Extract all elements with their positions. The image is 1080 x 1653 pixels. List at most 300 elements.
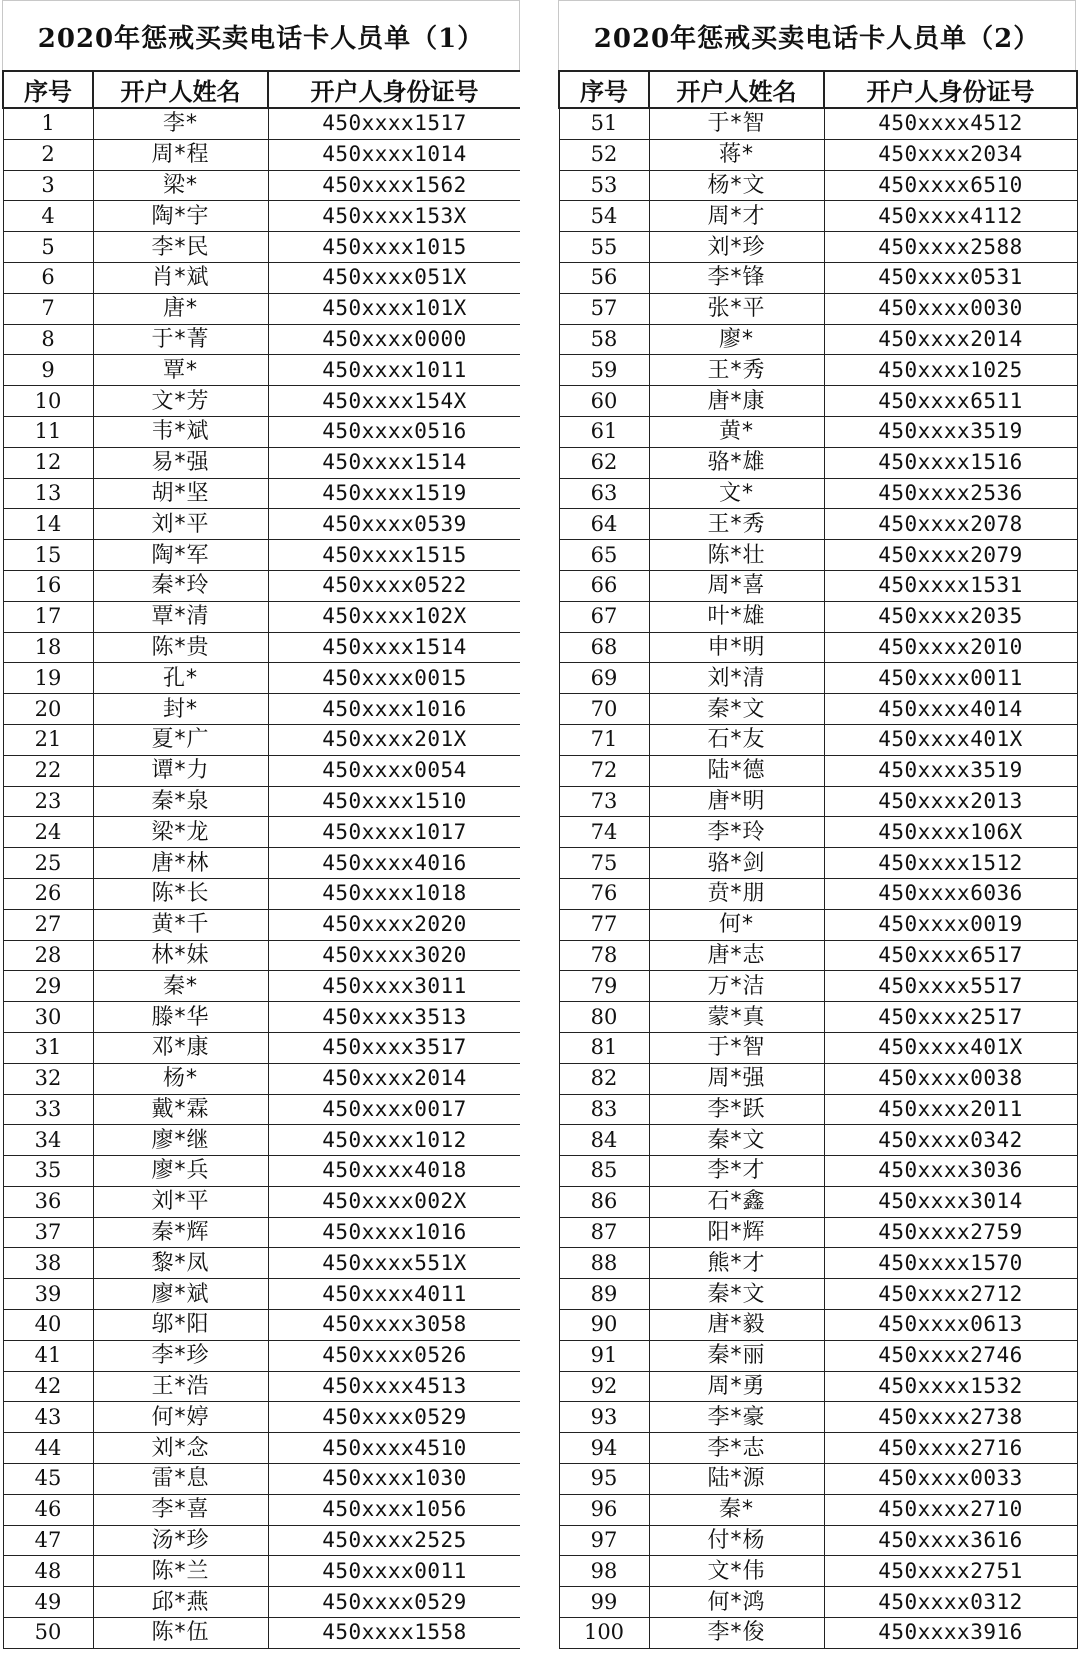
cell-holder-name: 李*豪	[649, 1402, 824, 1433]
table-row	[3, 232, 521, 263]
table-row	[559, 201, 1077, 232]
cell-id-number: 450xxxx0539	[268, 509, 521, 540]
cell-holder-name: 骆*雄	[649, 447, 824, 478]
cell-holder-name: 熊*才	[649, 1248, 824, 1279]
cell-holder-name: 陶*宇	[93, 201, 268, 232]
table-row	[3, 1402, 521, 1433]
cell-serial: 94	[559, 1433, 649, 1464]
cell-id-number: 450xxxx3513	[268, 1002, 521, 1033]
cell-holder-name: 梁*	[93, 170, 268, 201]
table-row	[559, 909, 1077, 940]
cell-id-number: 450xxxx0030	[824, 293, 1077, 324]
cell-holder-name: 何*婷	[93, 1402, 268, 1433]
cell-id-number: 450xxxx0613	[824, 1310, 1077, 1341]
cell-id-number: 450xxxx1510	[268, 786, 521, 817]
table-row	[3, 971, 521, 1002]
cell-id-number: 450xxxx2014	[268, 1063, 521, 1094]
cell-id-number: 450xxxx2011	[824, 1094, 1077, 1125]
table-row	[559, 601, 1077, 632]
table-row	[3, 1186, 521, 1217]
cell-holder-name: 李*锋	[649, 262, 824, 293]
cell-holder-name: 蒙*真	[649, 1002, 824, 1033]
cell-holder-name: 秦*丽	[649, 1340, 824, 1371]
cell-serial: 6	[3, 262, 93, 293]
table-row	[3, 786, 521, 817]
cell-id-number: 450xxxx1025	[824, 355, 1077, 386]
cell-holder-name: 覃*清	[93, 601, 268, 632]
table-row	[559, 1032, 1077, 1063]
cell-holder-name: 李*喜	[93, 1494, 268, 1525]
table-row	[559, 1248, 1077, 1279]
cell-serial: 65	[559, 540, 649, 571]
cell-id-number: 450xxxx1514	[268, 632, 521, 663]
cell-holder-name: 李*俊	[649, 1618, 824, 1649]
cell-serial: 84	[559, 1125, 649, 1156]
cell-id-number: 450xxxx3519	[824, 755, 1077, 786]
cell-id-number: 450xxxx0529	[268, 1587, 521, 1618]
table-row	[3, 1125, 521, 1156]
cell-holder-name: 刘*平	[93, 509, 268, 540]
cell-id-number: 450xxxx1512	[824, 848, 1077, 879]
cell-serial: 77	[559, 909, 649, 940]
cell-serial: 55	[559, 232, 649, 263]
cell-holder-name: 文*伟	[649, 1556, 824, 1587]
cell-id-number: 450xxxx4018	[268, 1156, 521, 1187]
cell-holder-name: 秦*文	[649, 1125, 824, 1156]
cell-serial: 2	[3, 139, 93, 170]
cell-serial: 72	[559, 755, 649, 786]
table-row	[559, 632, 1077, 663]
cell-serial: 48	[3, 1556, 93, 1587]
cell-holder-name: 秦*文	[649, 1279, 824, 1310]
cell-serial: 99	[559, 1587, 649, 1618]
cell-holder-name: 汤*珍	[93, 1525, 268, 1556]
cell-serial: 23	[3, 786, 93, 817]
table-row	[559, 170, 1077, 201]
table-row	[3, 447, 521, 478]
table-row	[3, 724, 521, 755]
cell-holder-name: 于*智	[649, 108, 824, 139]
table-row	[559, 663, 1077, 694]
cell-id-number: 450xxxx153X	[268, 201, 521, 232]
table-row	[559, 940, 1077, 971]
cell-id-number: 450xxxx4512	[824, 108, 1077, 139]
cell-holder-name: 蒋*	[649, 139, 824, 170]
cell-holder-name: 秦*辉	[93, 1217, 268, 1248]
cell-holder-name: 唐*林	[93, 848, 268, 879]
cell-id-number: 450xxxx3916	[824, 1618, 1077, 1649]
cell-serial: 43	[3, 1402, 93, 1433]
cell-serial: 75	[559, 848, 649, 879]
cell-holder-name: 李*珍	[93, 1340, 268, 1371]
cell-id-number: 450xxxx1011	[268, 355, 521, 386]
cell-serial: 42	[3, 1371, 93, 1402]
cell-serial: 30	[3, 1002, 93, 1033]
cell-serial: 3	[3, 170, 93, 201]
cell-holder-name: 何*	[649, 909, 824, 940]
cell-holder-name: 陈*长	[93, 878, 268, 909]
cell-holder-name: 周*勇	[649, 1371, 824, 1402]
cell-id-number: 450xxxx1558	[268, 1618, 521, 1649]
cell-id-number: 450xxxx1519	[268, 478, 521, 509]
cell-serial: 5	[3, 232, 93, 263]
cell-id-number: 450xxxx2078	[824, 509, 1077, 540]
table-row	[559, 755, 1077, 786]
cell-id-number: 450xxxx2759	[824, 1217, 1077, 1248]
cell-holder-name: 骆*剑	[649, 848, 824, 879]
cell-id-number: 450xxxx154X	[268, 386, 521, 417]
cell-serial: 64	[559, 509, 649, 540]
cell-holder-name: 周*强	[649, 1063, 824, 1094]
cell-holder-name: 易*强	[93, 447, 268, 478]
cell-holder-name: 李*玲	[649, 817, 824, 848]
cell-id-number: 450xxxx2746	[824, 1340, 1077, 1371]
table-row	[559, 1279, 1077, 1310]
table-row	[3, 1525, 521, 1556]
cell-holder-name: 秦*玲	[93, 570, 268, 601]
sheet-title: 2020年惩戒买卖电话卡人员单（1）	[2, 0, 520, 70]
header-serial: 序号	[559, 71, 649, 108]
cell-holder-name: 刘*珍	[649, 232, 824, 263]
cell-id-number: 450xxxx4513	[268, 1371, 521, 1402]
table-row	[3, 570, 521, 601]
cell-serial: 100	[559, 1618, 649, 1649]
cell-holder-name: 孔*	[93, 663, 268, 694]
table-row	[559, 478, 1077, 509]
cell-serial: 98	[559, 1556, 649, 1587]
cell-id-number: 450xxxx2738	[824, 1402, 1077, 1433]
cell-id-number: 450xxxx0011	[824, 663, 1077, 694]
cell-holder-name: 李*	[93, 108, 268, 139]
cell-holder-name: 唐*	[93, 293, 268, 324]
table-row	[559, 232, 1077, 263]
cell-serial: 37	[3, 1217, 93, 1248]
table-row	[3, 601, 521, 632]
cell-holder-name: 刘*念	[93, 1433, 268, 1464]
list-sheet-2	[558, 0, 1076, 1649]
cell-id-number: 450xxxx1517	[268, 108, 521, 139]
cell-serial: 38	[3, 1248, 93, 1279]
cell-id-number: 450xxxx1531	[824, 570, 1077, 601]
cell-id-number: 450xxxx0516	[268, 416, 521, 447]
cell-id-number: 450xxxx2034	[824, 139, 1077, 170]
cell-serial: 28	[3, 940, 93, 971]
table-row	[559, 694, 1077, 725]
cell-serial: 96	[559, 1494, 649, 1525]
cell-id-number: 450xxxx0033	[824, 1464, 1077, 1495]
cell-holder-name: 封*	[93, 694, 268, 725]
cell-serial: 63	[559, 478, 649, 509]
cell-id-number: 450xxxx0011	[268, 1556, 521, 1587]
cell-serial: 47	[3, 1525, 93, 1556]
cell-id-number: 450xxxx1016	[268, 1217, 521, 1248]
table-row	[3, 386, 521, 417]
cell-id-number: 450xxxx2517	[824, 1002, 1077, 1033]
cell-holder-name: 文*	[649, 478, 824, 509]
cell-serial: 78	[559, 940, 649, 971]
cell-holder-name: 张*平	[649, 293, 824, 324]
cell-id-number: 450xxxx2751	[824, 1556, 1077, 1587]
table-row	[559, 1402, 1077, 1433]
cell-serial: 90	[559, 1310, 649, 1341]
cell-holder-name: 何*鸿	[649, 1587, 824, 1618]
table-row	[3, 1094, 521, 1125]
cell-serial: 60	[559, 386, 649, 417]
table-row	[559, 1464, 1077, 1495]
cell-id-number: 450xxxx6036	[824, 878, 1077, 909]
table-row	[559, 1217, 1077, 1248]
cell-holder-name: 于*菁	[93, 324, 268, 355]
cell-id-number: 450xxxx4510	[268, 1433, 521, 1464]
table-row	[3, 1032, 521, 1063]
cell-id-number: 450xxxx6510	[824, 170, 1077, 201]
cell-id-number: 450xxxx2079	[824, 540, 1077, 571]
cell-serial: 14	[3, 509, 93, 540]
cell-id-number: 450xxxx3011	[268, 971, 521, 1002]
cell-id-number: 450xxxx1017	[268, 817, 521, 848]
cell-holder-name: 王*秀	[649, 509, 824, 540]
cell-id-number: 450xxxx4014	[824, 694, 1077, 725]
cell-serial: 81	[559, 1032, 649, 1063]
table-row	[559, 1494, 1077, 1525]
cell-id-number: 450xxxx0531	[824, 262, 1077, 293]
cell-id-number: 450xxxx1015	[268, 232, 521, 263]
table-row	[3, 108, 521, 139]
table-row	[3, 540, 521, 571]
cell-serial: 92	[559, 1371, 649, 1402]
cell-serial: 24	[3, 817, 93, 848]
cell-id-number: 450xxxx102X	[268, 601, 521, 632]
cell-serial: 73	[559, 786, 649, 817]
table-row	[3, 201, 521, 232]
cell-id-number: 450xxxx2035	[824, 601, 1077, 632]
table-row	[3, 1433, 521, 1464]
cell-id-number: 450xxxx1516	[824, 447, 1077, 478]
cell-serial: 49	[3, 1587, 93, 1618]
cell-serial: 79	[559, 971, 649, 1002]
cell-id-number: 450xxxx0526	[268, 1340, 521, 1371]
cell-id-number: 450xxxx0312	[824, 1587, 1077, 1618]
table-row	[3, 848, 521, 879]
table-row	[559, 878, 1077, 909]
cell-serial: 36	[3, 1186, 93, 1217]
cell-serial: 41	[3, 1340, 93, 1371]
table-row	[559, 1433, 1077, 1464]
cell-serial: 16	[3, 570, 93, 601]
table-row	[559, 1371, 1077, 1402]
cell-holder-name: 戴*霖	[93, 1094, 268, 1125]
cell-holder-name: 滕*华	[93, 1002, 268, 1033]
cell-holder-name: 陶*军	[93, 540, 268, 571]
cell-serial: 25	[3, 848, 93, 879]
cell-id-number: 450xxxx6517	[824, 940, 1077, 971]
table-row	[3, 663, 521, 694]
cell-serial: 62	[559, 447, 649, 478]
table-row	[559, 1310, 1077, 1341]
cell-id-number: 450xxxx2010	[824, 632, 1077, 663]
cell-serial: 53	[559, 170, 649, 201]
table-row	[3, 1371, 521, 1402]
cell-holder-name: 唐*康	[649, 386, 824, 417]
cell-id-number: 450xxxx5517	[824, 971, 1077, 1002]
table-row	[3, 1340, 521, 1371]
header-id-number: 开户人身份证号	[824, 71, 1077, 108]
table-row	[559, 262, 1077, 293]
cell-serial: 80	[559, 1002, 649, 1033]
cell-id-number: 450xxxx0015	[268, 663, 521, 694]
table-row	[3, 878, 521, 909]
table-row	[559, 971, 1077, 1002]
table-row	[3, 416, 521, 447]
cell-holder-name: 秦*	[93, 971, 268, 1002]
header-name: 开户人姓名	[649, 71, 824, 108]
cell-serial: 7	[3, 293, 93, 324]
cell-holder-name: 万*洁	[649, 971, 824, 1002]
cell-holder-name: 杨*	[93, 1063, 268, 1094]
cell-holder-name: 黄*	[649, 416, 824, 447]
table-row	[559, 1587, 1077, 1618]
cell-id-number: 450xxxx2020	[268, 909, 521, 940]
table-row	[3, 632, 521, 663]
cell-serial: 27	[3, 909, 93, 940]
cell-id-number: 450xxxx106X	[824, 817, 1077, 848]
table-row	[3, 694, 521, 725]
table-row	[559, 724, 1077, 755]
table-row	[559, 509, 1077, 540]
cell-holder-name: 秦*	[649, 1494, 824, 1525]
table-row	[3, 909, 521, 940]
cell-serial: 76	[559, 878, 649, 909]
cell-serial: 26	[3, 878, 93, 909]
cell-serial: 32	[3, 1063, 93, 1094]
cell-id-number: 450xxxx2588	[824, 232, 1077, 263]
table-row	[3, 293, 521, 324]
cell-holder-name: 文*芳	[93, 386, 268, 417]
cell-holder-name: 付*杨	[649, 1525, 824, 1556]
cell-id-number: 450xxxx3517	[268, 1032, 521, 1063]
cell-serial: 93	[559, 1402, 649, 1433]
cell-serial: 59	[559, 355, 649, 386]
cell-serial: 40	[3, 1310, 93, 1341]
cell-serial: 9	[3, 355, 93, 386]
cell-holder-name: 邬*阳	[93, 1310, 268, 1341]
cell-id-number: 450xxxx3519	[824, 416, 1077, 447]
cell-serial: 88	[559, 1248, 649, 1279]
cell-serial: 1	[3, 108, 93, 139]
cell-holder-name: 刘*平	[93, 1186, 268, 1217]
cell-holder-name: 唐*明	[649, 786, 824, 817]
table-row	[3, 1556, 521, 1587]
table-row	[559, 324, 1077, 355]
table-row	[559, 108, 1077, 139]
table-row	[3, 1464, 521, 1495]
table-row	[3, 355, 521, 386]
cell-id-number: 450xxxx2710	[824, 1494, 1077, 1525]
cell-id-number: 450xxxx4112	[824, 201, 1077, 232]
table-row	[3, 817, 521, 848]
cell-serial: 20	[3, 694, 93, 725]
cell-holder-name: 黄*千	[93, 909, 268, 940]
cell-id-number: 450xxxx3020	[268, 940, 521, 971]
cell-serial: 39	[3, 1279, 93, 1310]
header-id-number: 开户人身份证号	[268, 71, 521, 108]
cell-id-number: 450xxxx1030	[268, 1464, 521, 1495]
table-row	[559, 355, 1077, 386]
cell-serial: 61	[559, 416, 649, 447]
cell-serial: 82	[559, 1063, 649, 1094]
table-row	[559, 1340, 1077, 1371]
cell-serial: 71	[559, 724, 649, 755]
cell-serial: 12	[3, 447, 93, 478]
cell-serial: 74	[559, 817, 649, 848]
cell-serial: 69	[559, 663, 649, 694]
table-row	[559, 1063, 1077, 1094]
table-row	[3, 1587, 521, 1618]
cell-serial: 58	[559, 324, 649, 355]
cell-holder-name: 秦*文	[649, 694, 824, 725]
cell-id-number: 450xxxx0017	[268, 1094, 521, 1125]
cell-serial: 29	[3, 971, 93, 1002]
table-row	[3, 1063, 521, 1094]
table-row	[559, 416, 1077, 447]
cell-holder-name: 陈*壮	[649, 540, 824, 571]
cell-holder-name: 廖*	[649, 324, 824, 355]
cell-serial: 67	[559, 601, 649, 632]
cell-holder-name: 贲*朋	[649, 878, 824, 909]
cell-holder-name: 叶*雄	[649, 601, 824, 632]
cell-serial: 46	[3, 1494, 93, 1525]
cell-holder-name: 刘*清	[649, 663, 824, 694]
table-row	[559, 1125, 1077, 1156]
cell-serial: 22	[3, 755, 93, 786]
header-serial: 序号	[3, 71, 93, 108]
cell-id-number: 450xxxx002X	[268, 1186, 521, 1217]
cell-holder-name: 夏*广	[93, 724, 268, 755]
cell-id-number: 450xxxx1056	[268, 1494, 521, 1525]
table-row	[559, 1094, 1077, 1125]
table-row	[3, 139, 521, 170]
cell-id-number: 450xxxx1570	[824, 1248, 1077, 1279]
cell-serial: 13	[3, 478, 93, 509]
cell-serial: 45	[3, 1464, 93, 1495]
cell-id-number: 450xxxx1016	[268, 694, 521, 725]
cell-holder-name: 黎*凤	[93, 1248, 268, 1279]
cell-holder-name: 廖*继	[93, 1125, 268, 1156]
table-row	[559, 1556, 1077, 1587]
cell-serial: 97	[559, 1525, 649, 1556]
cell-serial: 15	[3, 540, 93, 571]
cell-holder-name: 李*跃	[649, 1094, 824, 1125]
table-row	[559, 1156, 1077, 1187]
cell-holder-name: 石*鑫	[649, 1186, 824, 1217]
table-row	[559, 817, 1077, 848]
cell-id-number: 450xxxx401X	[824, 1032, 1077, 1063]
cell-id-number: 450xxxx1514	[268, 447, 521, 478]
cell-serial: 68	[559, 632, 649, 663]
cell-id-number: 450xxxx2716	[824, 1433, 1077, 1464]
table-row	[3, 509, 521, 540]
table-row	[559, 1186, 1077, 1217]
cell-holder-name: 李*志	[649, 1433, 824, 1464]
cell-holder-name: 李*民	[93, 232, 268, 263]
table-row	[3, 1002, 521, 1033]
cell-serial: 8	[3, 324, 93, 355]
cell-id-number: 450xxxx2712	[824, 1279, 1077, 1310]
table-row	[3, 1217, 521, 1248]
cell-id-number: 450xxxx6511	[824, 386, 1077, 417]
table-row	[559, 1002, 1077, 1033]
table-row	[3, 940, 521, 971]
